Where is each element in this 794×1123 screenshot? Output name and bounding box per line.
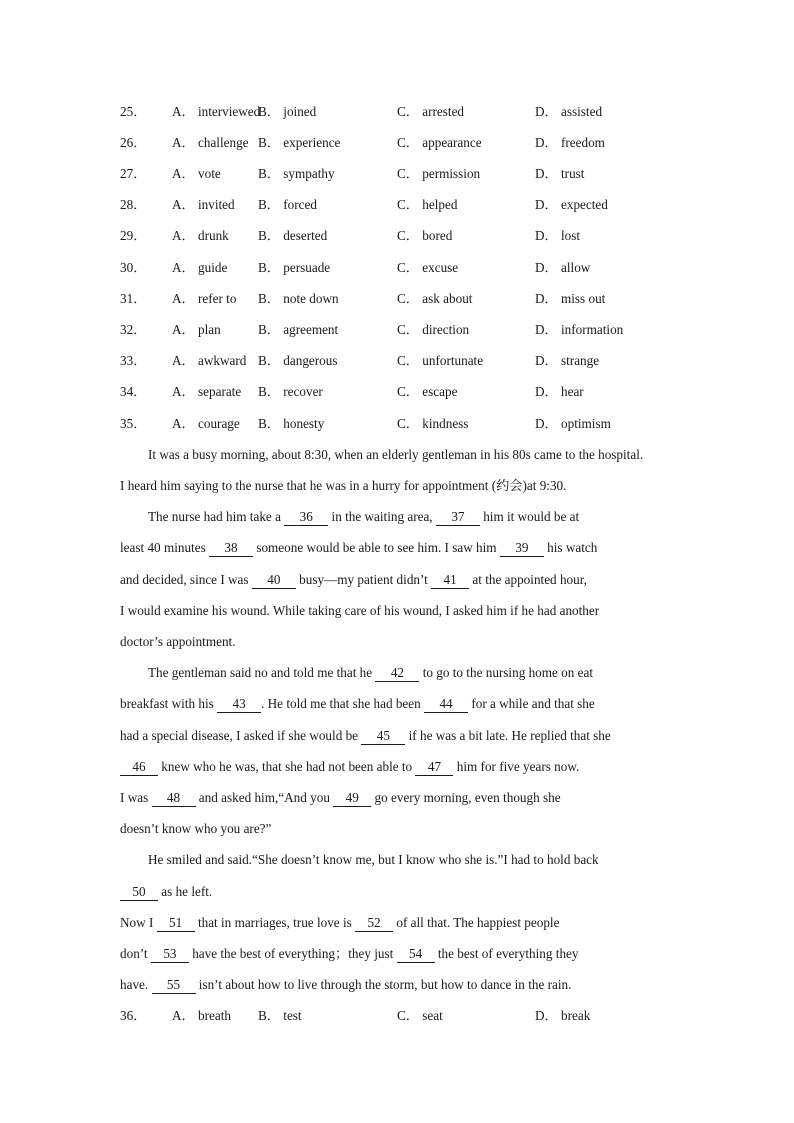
- question-number: 26．: [120, 135, 147, 150]
- option-d[interactable]: D． freedom: [535, 135, 605, 150]
- option-a[interactable]: A． awkward: [172, 353, 247, 368]
- option-c[interactable]: C． kindness: [397, 416, 469, 431]
- passage-line: 46 knew who he was, that she had not been able to 47 him for five years now.: [120, 757, 579, 777]
- option-b[interactable]: B． forced: [258, 197, 317, 212]
- blank-54[interactable]: 54: [397, 945, 435, 963]
- blank-50[interactable]: 50: [120, 883, 158, 901]
- option-b[interactable]: B． test: [258, 1008, 302, 1023]
- option-d[interactable]: D． lost: [535, 228, 581, 243]
- option-c[interactable]: C． excuse: [397, 260, 459, 275]
- passage-line: 50 as he left.: [120, 882, 212, 902]
- option-c[interactable]: C． seat: [397, 1008, 443, 1023]
- passage-line: and decided, since I was 40 busy—my patient didn’t 41 at the appointed hour,: [120, 572, 587, 587]
- option-a[interactable]: A． vote: [172, 166, 221, 181]
- passage-line: don’t 53 have the best of everything；they just 54 the best of everything they: [120, 946, 579, 961]
- question-number: 34．: [120, 384, 147, 399]
- option-d[interactable]: D． optimism: [535, 416, 611, 431]
- blank-40[interactable]: 40: [252, 571, 296, 589]
- option-d[interactable]: D． allow: [535, 260, 591, 275]
- option-b[interactable]: B． sympathy: [258, 166, 335, 181]
- passage-line: breakfast with his 43 . He told me that she had been 44 for a while and that she: [120, 696, 595, 711]
- option-a[interactable]: A． invited: [172, 197, 235, 212]
- passage-line: have. 55 isn’t about how to live through the storm, but how to dance in the rain.: [120, 977, 572, 992]
- question-number: 28．: [120, 197, 147, 212]
- option-b[interactable]: B． persuade: [258, 260, 331, 275]
- option-a[interactable]: A． challenge: [172, 135, 249, 150]
- option-a[interactable]: A． separate: [172, 384, 242, 399]
- option-c[interactable]: C． helped: [397, 197, 458, 212]
- option-d[interactable]: D． information: [535, 322, 624, 337]
- blank-49[interactable]: 49: [333, 789, 371, 807]
- blank-38[interactable]: 38: [209, 539, 253, 557]
- option-c[interactable]: C． bored: [397, 228, 453, 243]
- blank-51[interactable]: 51: [157, 914, 195, 932]
- question-number: 35．: [120, 416, 147, 431]
- question-number: 25．: [120, 104, 147, 119]
- option-a[interactable]: A． guide: [172, 260, 228, 275]
- option-a[interactable]: A． breath: [172, 1008, 231, 1023]
- passage-line: It was a busy morning, about 8:30, when an elderly gentleman in his 80s came to the hospital.: [148, 447, 644, 462]
- blank-36[interactable]: 36: [284, 508, 328, 526]
- blank-45[interactable]: 45: [361, 727, 405, 745]
- blank-41[interactable]: 41: [431, 571, 469, 589]
- passage-line: doctor’s appointment.: [120, 634, 236, 649]
- option-d[interactable]: D． break: [535, 1008, 591, 1023]
- option-d[interactable]: D． hear: [535, 384, 584, 399]
- option-a[interactable]: A． interviewed: [172, 104, 261, 119]
- option-c[interactable]: C． ask about: [397, 291, 473, 306]
- passage-line: I heard him saying to the nurse that he was in a hurry for appointment (约会)at 9:30.: [120, 478, 567, 493]
- option-b[interactable]: B． experience: [258, 135, 341, 150]
- blank-39[interactable]: 39: [500, 539, 544, 557]
- option-b[interactable]: B． honesty: [258, 416, 325, 431]
- question-number: 27．: [120, 166, 147, 181]
- option-d[interactable]: D． miss out: [535, 291, 606, 306]
- option-c[interactable]: C． escape: [397, 384, 458, 399]
- option-b[interactable]: B． joined: [258, 104, 317, 119]
- option-c[interactable]: C． appearance: [397, 135, 482, 150]
- option-a[interactable]: A． courage: [172, 416, 240, 431]
- option-b[interactable]: B． dangerous: [258, 353, 338, 368]
- option-c[interactable]: C． unfortunate: [397, 353, 484, 368]
- option-b[interactable]: B． deserted: [258, 228, 328, 243]
- option-c[interactable]: C． arrested: [397, 104, 465, 119]
- blank-44[interactable]: 44: [424, 695, 468, 713]
- blank-48[interactable]: 48: [152, 789, 196, 807]
- passage-line: Now I 51 that in marriages, true love is 52 of all that. The happiest people: [120, 915, 560, 930]
- passage-line: I would examine his wound. While taking care of his wound, I asked him if he had another: [120, 603, 600, 618]
- option-d[interactable]: D． assisted: [535, 104, 603, 119]
- blank-53[interactable]: 53: [151, 945, 189, 963]
- blank-46[interactable]: 46: [120, 758, 158, 776]
- passage-line: The gentleman said no and told me that he 42 to go to the nursing home on eat: [148, 665, 594, 680]
- question-number: 32．: [120, 322, 147, 337]
- blank-52[interactable]: 52: [355, 914, 393, 932]
- question-number: 30．: [120, 260, 147, 275]
- question-number: 36．: [120, 1008, 147, 1023]
- blank-42[interactable]: 42: [375, 664, 419, 682]
- passage-line: I was 48 and asked him,“And you 49 go every morning, even though she: [120, 790, 561, 805]
- option-c[interactable]: C． direction: [397, 322, 470, 337]
- passage-line: least 40 minutes 38 someone would be able to see him. I saw him 39 his watch: [120, 540, 598, 555]
- option-a[interactable]: A． plan: [172, 322, 221, 337]
- option-a[interactable]: A． refer to: [172, 291, 237, 306]
- question-number: 33．: [120, 353, 147, 368]
- passage-line: had a special disease, I asked if she would be 45 if he was a bit late. He replied that she: [120, 728, 611, 743]
- passage-line: doesn’t know who you are?”: [120, 821, 272, 836]
- option-d[interactable]: D． expected: [535, 197, 608, 212]
- option-d[interactable]: D． strange: [535, 353, 600, 368]
- blank-43[interactable]: 43: [217, 695, 261, 713]
- option-c[interactable]: C． permission: [397, 166, 481, 181]
- blank-55[interactable]: 55: [152, 976, 196, 994]
- option-b[interactable]: B． agreement: [258, 322, 339, 337]
- passage-line: The nurse had him take a 36 in the waiting area, 37 him it would be at: [148, 509, 580, 524]
- question-number: 31．: [120, 291, 147, 306]
- passage-line: He smiled and said.“She doesn’t know me, but I know who she is.”I had to hold back: [148, 852, 599, 867]
- option-b[interactable]: B． recover: [258, 384, 323, 399]
- option-d[interactable]: D． trust: [535, 166, 585, 181]
- option-b[interactable]: B． note down: [258, 291, 339, 306]
- blank-47[interactable]: 47: [415, 758, 453, 776]
- question-number: 29．: [120, 228, 147, 243]
- option-a[interactable]: A． drunk: [172, 228, 229, 243]
- blank-37[interactable]: 37: [436, 508, 480, 526]
